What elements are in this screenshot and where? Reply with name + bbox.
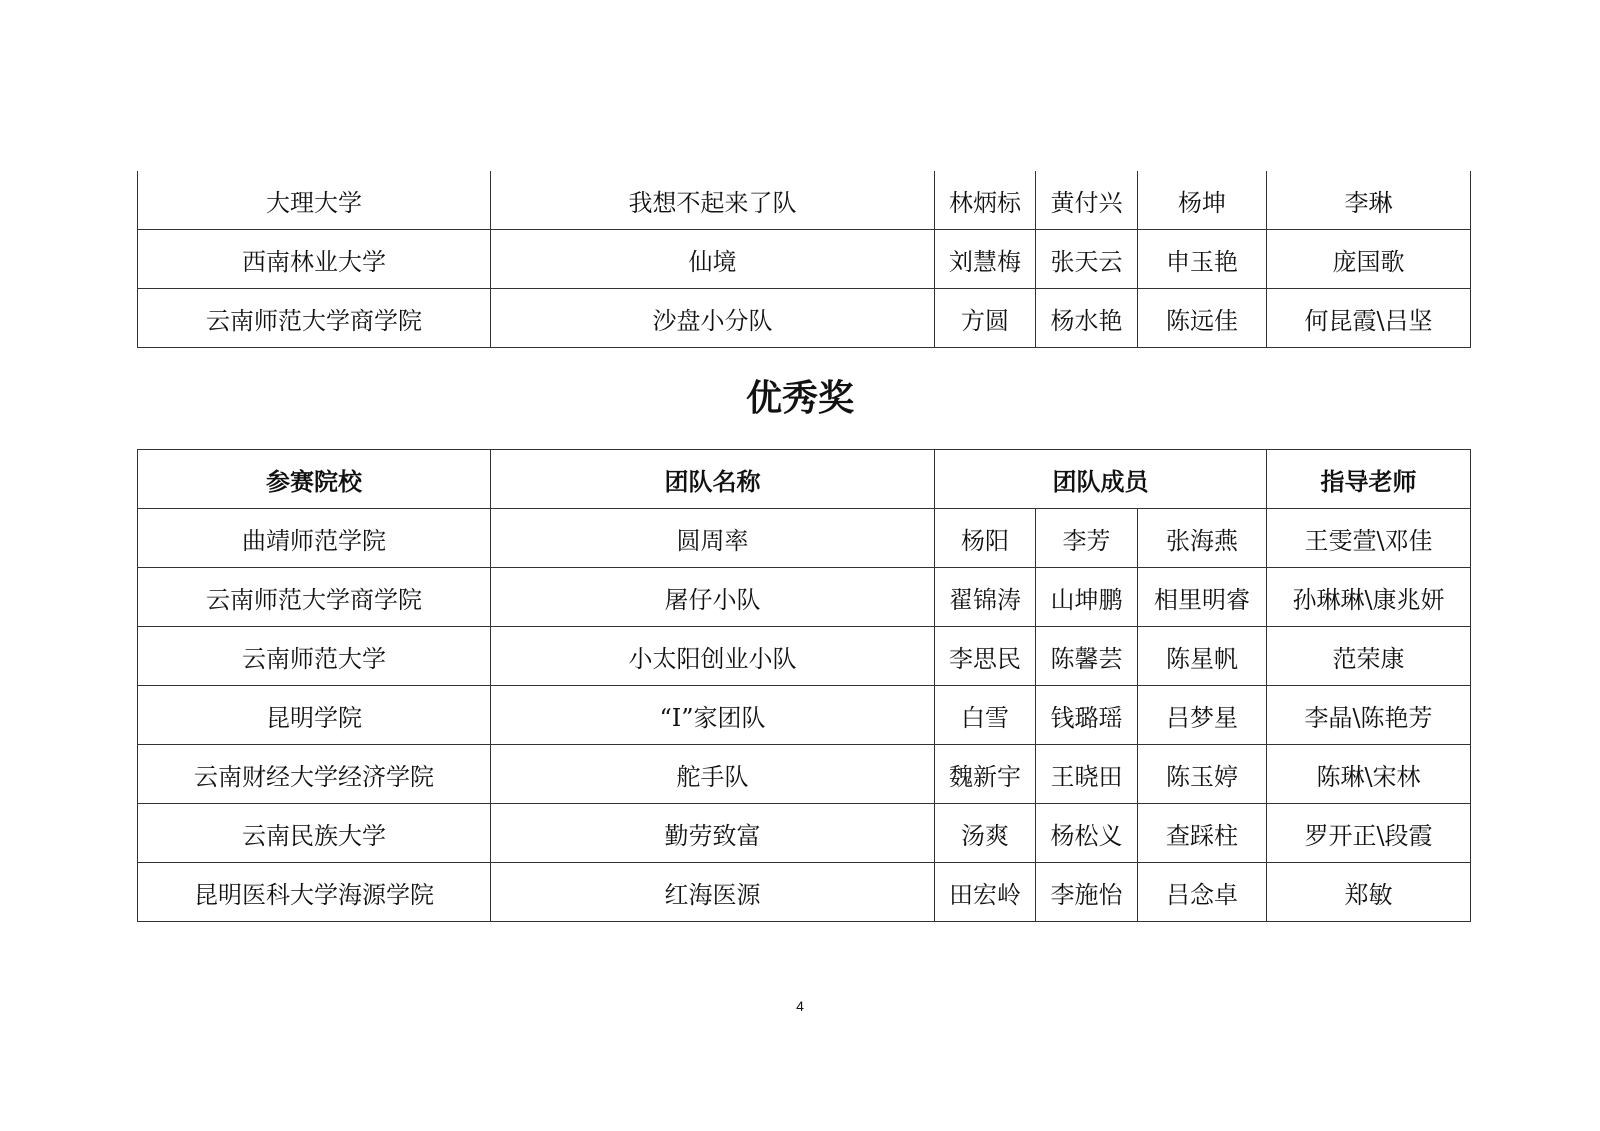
- table-row: [138, 627, 1471, 686]
- header-row: [138, 450, 1471, 509]
- header-school: 参赛院校: [138, 450, 491, 509]
- school-cell: 云南师范大学: [138, 627, 491, 686]
- team-name-cell: 圆周率: [491, 509, 935, 568]
- member-cell: 刘慧梅: [935, 230, 1036, 289]
- team-name-cell: 小太阳创业小队: [491, 627, 935, 686]
- member-cell: 山坤鹏: [1036, 568, 1138, 627]
- member-cell: 杨水艳: [1036, 289, 1138, 348]
- table-row: [138, 289, 1471, 348]
- school-cell: 西南林业大学: [138, 230, 491, 289]
- excellence-table-body: [138, 509, 1471, 922]
- school-cell: 云南财经大学经济学院: [138, 745, 491, 804]
- school-cell: 昆明学院: [138, 686, 491, 745]
- school-cell: 曲靖师范学院: [138, 509, 491, 568]
- continued-table-body: [138, 171, 1471, 348]
- member-cell: 王晓田: [1036, 745, 1138, 804]
- member-cell: 田宏岭: [935, 863, 1036, 922]
- continued-award-table: [137, 171, 1471, 348]
- advisor-cell: 郑敏: [1267, 863, 1471, 922]
- school-cell: 大理大学: [138, 171, 491, 230]
- excellence-table-header: [138, 450, 1471, 509]
- team-name-cell: 我想不起来了队: [491, 171, 935, 230]
- school-cell: 云南师范大学商学院: [138, 568, 491, 627]
- excellence-award-table: [137, 449, 1471, 922]
- advisor-cell: 何昆霞\吕坚: [1267, 289, 1471, 348]
- table-row: [138, 509, 1471, 568]
- member-cell: 黄付兴: [1036, 171, 1138, 230]
- advisor-cell: 罗开正\段霞: [1267, 804, 1471, 863]
- member-cell: 陈馨芸: [1036, 627, 1138, 686]
- member-cell: 翟锦涛: [935, 568, 1036, 627]
- school-cell: 云南师范大学商学院: [138, 289, 491, 348]
- advisor-cell: 庞国歌: [1267, 230, 1471, 289]
- table-row: [138, 230, 1471, 289]
- member-cell: 申玉艳: [1138, 230, 1267, 289]
- team-name-cell: 沙盘小分队: [491, 289, 935, 348]
- team-name-cell: 红海医源: [491, 863, 935, 922]
- member-cell: 相里明睿: [1138, 568, 1267, 627]
- section-title-excellence: 优秀奖: [745, 378, 854, 419]
- header-team: 团队名称: [491, 450, 935, 509]
- member-cell: 吕念卓: [1138, 863, 1267, 922]
- school-cell: 昆明医科大学海源学院: [138, 863, 491, 922]
- advisor-cell: 陈琳\宋林: [1267, 745, 1471, 804]
- member-cell: 汤爽: [935, 804, 1036, 863]
- team-name-cell: “I”家团队: [491, 686, 935, 745]
- member-cell: 林炳标: [935, 171, 1036, 230]
- advisor-cell: 李晶\陈艳芳: [1267, 686, 1471, 745]
- member-cell: 杨松义: [1036, 804, 1138, 863]
- member-cell: 张天云: [1036, 230, 1138, 289]
- member-cell: 白雪: [935, 686, 1036, 745]
- team-name-cell: 舵手队: [491, 745, 935, 804]
- advisor-cell: 孙琳琳\康兆妍: [1267, 568, 1471, 627]
- school-cell: 云南民族大学: [138, 804, 491, 863]
- table-row: [138, 804, 1471, 863]
- team-name-cell: 仙境: [491, 230, 935, 289]
- advisor-cell: 王雯萱\邓佳: [1267, 509, 1471, 568]
- member-cell: 方圆: [935, 289, 1036, 348]
- header-advisor: 指导老师: [1267, 450, 1471, 509]
- table-row: [138, 686, 1471, 745]
- member-cell: 魏新宇: [935, 745, 1036, 804]
- member-cell: 李施怡: [1036, 863, 1138, 922]
- member-cell: 吕梦星: [1138, 686, 1267, 745]
- table-row: [138, 171, 1471, 230]
- team-name-cell: 勤劳致富: [491, 804, 935, 863]
- member-cell: 李思民: [935, 627, 1036, 686]
- page-number: 4: [796, 998, 804, 1014]
- member-cell: 查踩柱: [1138, 804, 1267, 863]
- member-cell: 钱璐瑶: [1036, 686, 1138, 745]
- member-cell: 李芳: [1036, 509, 1138, 568]
- table-row: [138, 863, 1471, 922]
- member-cell: 杨阳: [935, 509, 1036, 568]
- team-name-cell: 屠仔小队: [491, 568, 935, 627]
- member-cell: 杨坤: [1138, 171, 1267, 230]
- table-row: [138, 745, 1471, 804]
- member-cell: 陈远佳: [1138, 289, 1267, 348]
- member-cell: 陈玉婷: [1138, 745, 1267, 804]
- header-members: 团队成员: [935, 450, 1267, 509]
- member-cell: 张海燕: [1138, 509, 1267, 568]
- advisor-cell: 李琳: [1267, 171, 1471, 230]
- member-cell: 陈星帆: [1138, 627, 1267, 686]
- table-row: [138, 568, 1471, 627]
- advisor-cell: 范荣康: [1267, 627, 1471, 686]
